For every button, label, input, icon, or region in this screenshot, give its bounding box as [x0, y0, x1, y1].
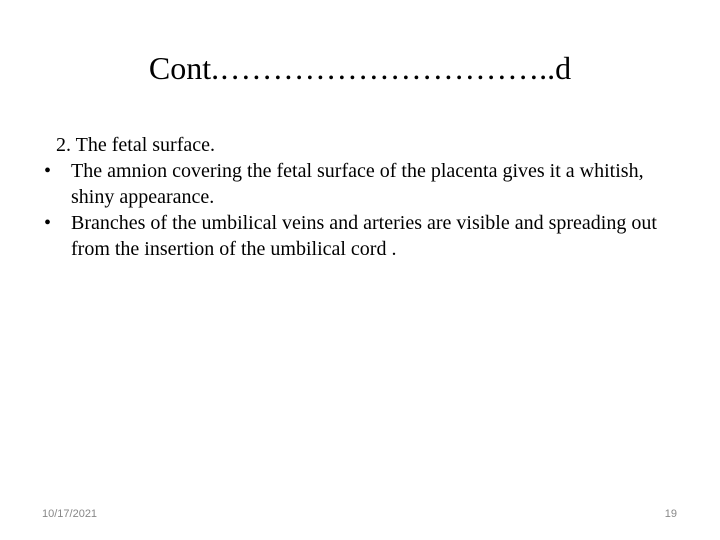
section-subheading: 2. The fetal surface. — [56, 134, 215, 156]
footer-date: 10/17/2021 — [42, 508, 98, 520]
slide-title: Cont.…………………………..d — [148, 50, 572, 86]
bullet-dot-icon: • — [44, 212, 52, 234]
slide-content — [44, 132, 684, 262]
bullet-text: The amnion covering the fetal surface of the placenta gives it a whitish, shiny appearance. — [71, 160, 644, 208]
bullet-dot-icon: • — [44, 160, 52, 182]
bullet-list — [44, 158, 684, 262]
bullet-text: Branches of the umbilical veins and arteries are visible and spreading out from the insertion of the umbilical cord . — [71, 212, 657, 260]
bullet-item — [44, 158, 684, 210]
page-number: 19 — [664, 508, 677, 520]
bullet-item — [44, 210, 684, 262]
